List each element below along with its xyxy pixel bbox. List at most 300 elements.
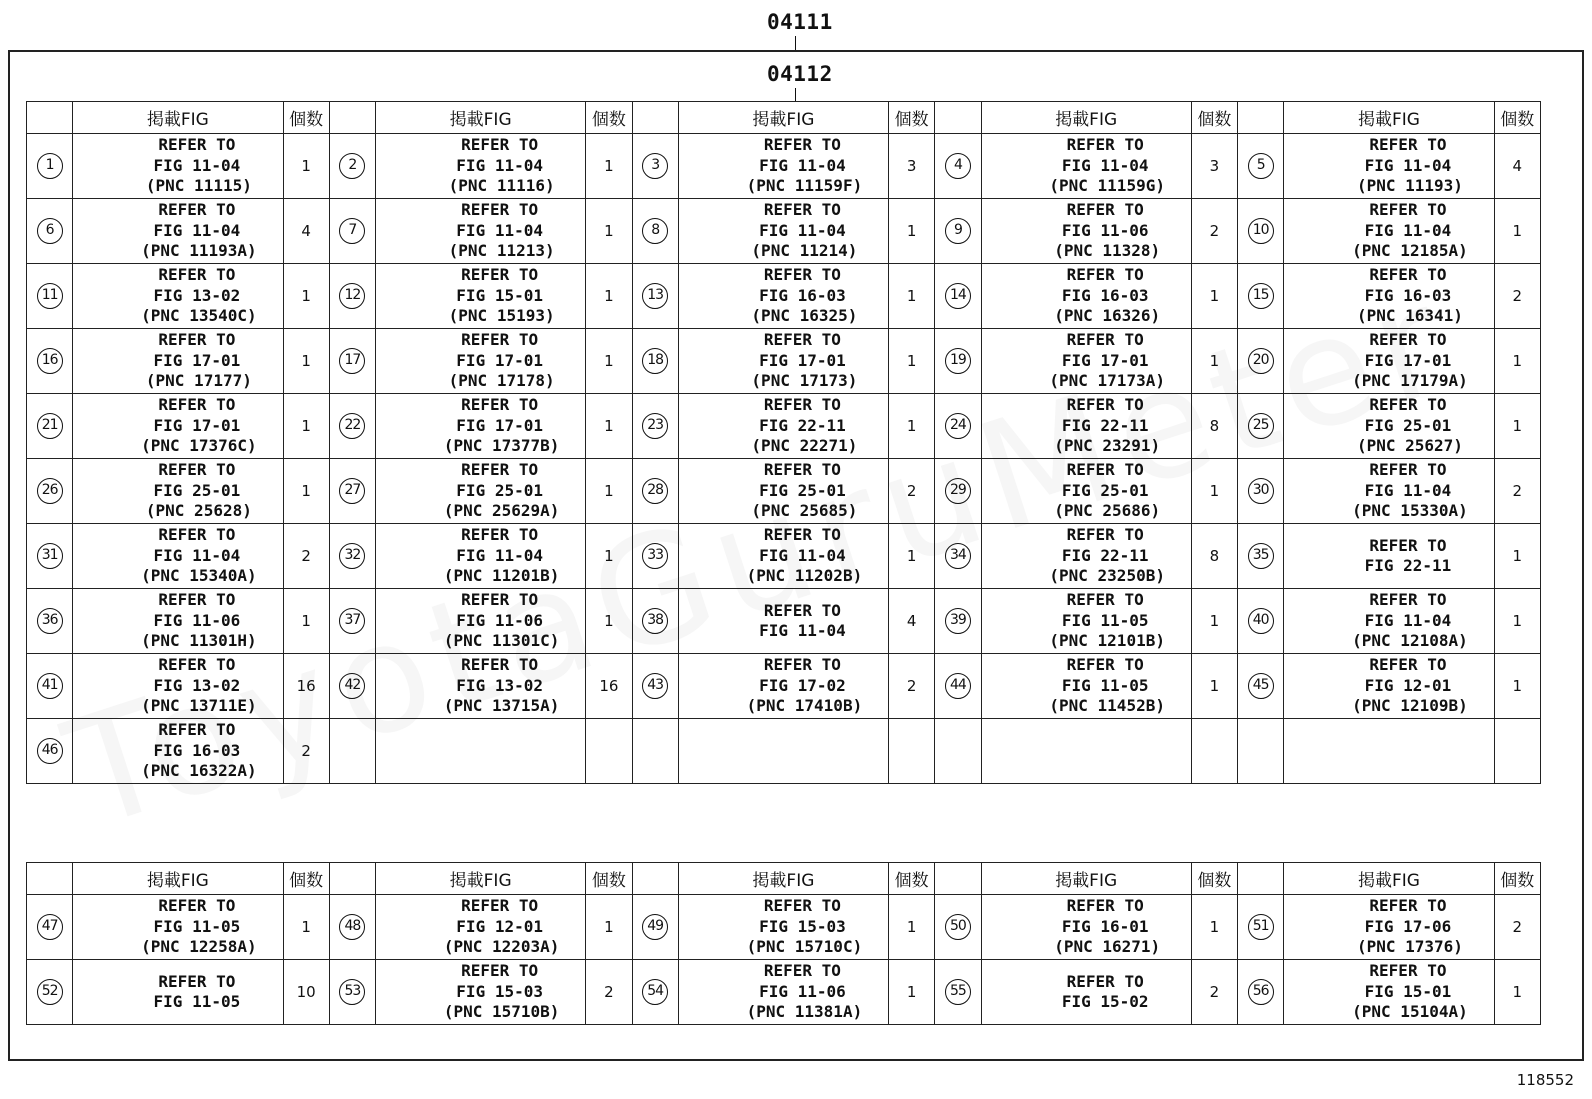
fig-ref-text: FIG 11-04: [759, 545, 846, 565]
qty-cell: 1: [1191, 654, 1237, 719]
header-row: [27, 102, 1541, 134]
ref-cell: [376, 329, 586, 394]
qty-cell: [586, 719, 632, 784]
refer-to-text: REFER TO: [158, 330, 236, 350]
fig-ref-text: FIG 11-04: [759, 621, 846, 640]
refer-to-text: REFER TO: [158, 200, 236, 220]
circled-ref-number: 16: [37, 348, 63, 374]
ref-cell: [73, 459, 283, 524]
ref-number-cell: [1238, 199, 1284, 264]
ref-number-cell: [1238, 264, 1284, 329]
refer-to-text: REFER TO: [461, 395, 539, 415]
ref-number-cell: [27, 329, 73, 394]
qty-cell: 1: [1191, 459, 1237, 524]
qty-cell: 1: [586, 394, 632, 459]
circled-ref-number: 40: [1248, 608, 1274, 634]
pnc-text: (PNC 15710B): [443, 1002, 560, 1022]
ref-cell: [1284, 459, 1494, 524]
fig-ref-text: FIG 11-06: [759, 981, 846, 1001]
circled-ref-number: 23: [642, 413, 668, 439]
header-qty: 個数: [283, 863, 329, 895]
qty-cell: [1191, 719, 1237, 784]
table-row: [27, 134, 1541, 199]
fig-ref-text: FIG 11-04: [759, 155, 846, 175]
fig-ref-text: FIG 16-03: [1061, 285, 1149, 305]
ref-cell: [981, 654, 1191, 719]
ref-cell: [376, 199, 586, 264]
ref-cell: [73, 134, 283, 199]
qty-cell: 1: [586, 329, 632, 394]
assembly-label-04111: 04111: [767, 10, 833, 34]
ref-number-cell: [935, 960, 981, 1025]
ref-cell: [981, 459, 1191, 524]
fig-ref-text: FIG 16-01: [1061, 916, 1149, 936]
ref-cell: [1284, 264, 1494, 329]
fig-ref-text: FIG 15-01: [456, 285, 543, 305]
qty-cell: 1: [586, 199, 632, 264]
reference-table-1: [26, 101, 1541, 784]
table-row: [27, 264, 1541, 329]
qty-cell: 1: [889, 329, 935, 394]
ref-cell: [376, 895, 586, 960]
table-row: [27, 459, 1541, 524]
refer-to-text: REFER TO: [763, 330, 841, 350]
pnc-text: (PNC 11201B): [443, 566, 560, 586]
ref-number-cell: [632, 134, 678, 199]
qty-cell: 1: [1494, 524, 1540, 589]
pnc-text: (PNC 11301C): [443, 631, 560, 651]
qty-cell: 3: [889, 134, 935, 199]
circled-ref-number: 33: [642, 543, 668, 569]
ref-number-cell: [632, 719, 678, 784]
ref-cell: [73, 524, 283, 589]
qty-cell: 1: [889, 960, 935, 1025]
ref-cell: [73, 394, 283, 459]
circled-ref-number: 24: [945, 413, 971, 439]
pnc-text: (PNC 15330A): [1352, 501, 1468, 521]
qty-cell: 1: [889, 394, 935, 459]
ref-number-cell: [329, 199, 375, 264]
circled-ref-number: 34: [945, 543, 971, 569]
header-num-cell: [329, 102, 375, 134]
ref-cell: [981, 895, 1191, 960]
qty-cell: 1: [889, 199, 935, 264]
header-num-cell: [27, 863, 73, 895]
header-qty: 個数: [889, 102, 935, 134]
fig-ref-text: FIG 15-01: [1364, 981, 1452, 1001]
pnc-text: (PNC 25685): [751, 501, 858, 521]
refer-to-text: REFER TO: [461, 655, 539, 675]
circled-ref-number: 10: [1248, 218, 1274, 244]
circled-ref-number: 13: [642, 283, 668, 309]
qty-cell: 1: [283, 134, 329, 199]
ref-cell: [981, 329, 1191, 394]
circled-ref-number: 36: [37, 608, 63, 634]
leader-line-top: [795, 36, 796, 50]
fig-ref-text: FIG 25-01: [153, 480, 241, 500]
qty-cell: 10: [283, 960, 329, 1025]
refer-to-text: REFER TO: [1066, 896, 1144, 916]
refer-to-text: REFER TO: [1369, 265, 1447, 285]
ref-cell: [376, 459, 586, 524]
header-fig: 掲載FIG: [1284, 863, 1494, 895]
ref-cell: [1284, 895, 1494, 960]
fig-ref-text: FIG 25-01: [759, 480, 846, 500]
circled-ref-number: 12: [339, 283, 365, 309]
refer-to-text: REFER TO: [1369, 200, 1447, 220]
circled-ref-number: 46: [37, 738, 63, 764]
ref-number-cell: [935, 654, 981, 719]
pnc-text: (PNC 11381A): [746, 1002, 863, 1022]
qty-cell: 1: [1494, 589, 1540, 654]
ref-number-cell: [329, 134, 375, 199]
pnc-text: (PNC 12109B): [1352, 696, 1468, 716]
header-num-cell: [935, 102, 981, 134]
ref-cell: [981, 589, 1191, 654]
header-num-cell: [632, 863, 678, 895]
refer-to-text: REFER TO: [461, 200, 539, 220]
fig-ref-text: FIG 13-02: [153, 285, 241, 305]
refer-to-text: REFER TO: [461, 265, 539, 285]
table-row: [27, 589, 1541, 654]
qty-cell: [1494, 719, 1540, 784]
fig-ref-text: FIG 12-01: [456, 916, 543, 936]
pnc-text: (PNC 23291): [1054, 436, 1161, 456]
circled-ref-number: 26: [37, 478, 63, 504]
refer-to-text: REFER TO: [763, 395, 841, 415]
ref-cell: [678, 895, 888, 960]
fig-ref-text: FIG 11-05: [1061, 610, 1149, 630]
ref-cell: [73, 719, 283, 784]
qty-cell: 1: [283, 895, 329, 960]
fig-ref-text: FIG 25-01: [456, 480, 543, 500]
pnc-text: (PNC 13540C): [141, 306, 257, 326]
ref-number-cell: [1238, 329, 1284, 394]
ref-cell: [376, 264, 586, 329]
refer-to-text: REFER TO: [1369, 460, 1447, 480]
ref-cell: [678, 199, 888, 264]
circled-ref-number: 48: [339, 914, 365, 940]
ref-cell: [376, 654, 586, 719]
circled-ref-number: 32: [339, 543, 365, 569]
refer-to-text: REFER TO: [158, 135, 236, 155]
qty-cell: 2: [889, 654, 935, 719]
ref-number-cell: [329, 719, 375, 784]
ref-cell: [73, 654, 283, 719]
header-fig: 掲載FIG: [678, 102, 888, 134]
pnc-text: (PNC 25686): [1054, 501, 1161, 521]
fig-ref-text: FIG 11-05: [153, 992, 241, 1011]
pnc-text: (PNC 15710C): [746, 937, 863, 957]
refer-to-text: REFER TO: [158, 971, 236, 991]
ref-number-cell: [27, 654, 73, 719]
ref-number-cell: [27, 199, 73, 264]
refer-to-text: REFER TO: [763, 265, 841, 285]
refer-to-text: REFER TO: [1066, 395, 1144, 415]
ref-cell: [678, 459, 888, 524]
qty-cell: 1: [283, 264, 329, 329]
header-qty: 個数: [889, 863, 935, 895]
refer-to-text: REFER TO: [1369, 395, 1447, 415]
pnc-text: (PNC 17177): [145, 371, 252, 391]
ref-cell: [1284, 719, 1494, 784]
refer-to-text: REFER TO: [763, 135, 841, 155]
ref-cell: [376, 719, 586, 784]
pnc-text: (PNC 17179A): [1352, 371, 1468, 391]
fig-ref-text: FIG 22-11: [759, 415, 846, 435]
pnc-text: (PNC 11452B): [1049, 696, 1165, 716]
refer-to-text: REFER TO: [461, 525, 539, 545]
refer-to-text: REFER TO: [763, 460, 841, 480]
qty-cell: 3: [1191, 134, 1237, 199]
table-row: [27, 719, 1541, 784]
ref-number-cell: [935, 394, 981, 459]
qty-cell: 1: [1494, 329, 1540, 394]
pnc-text: (PNC 11115): [145, 176, 252, 196]
ref-number-cell: [632, 524, 678, 589]
qty-cell: 2: [283, 524, 329, 589]
refer-to-text: REFER TO: [763, 961, 841, 981]
ref-number-cell: [1238, 134, 1284, 199]
ref-number-cell: [329, 394, 375, 459]
refer-to-text: REFER TO: [461, 460, 539, 480]
pnc-text: (PNC 17410B): [746, 696, 863, 716]
ref-cell: [678, 524, 888, 589]
circled-ref-number: 41: [37, 673, 63, 699]
fig-ref-text: FIG 15-03: [456, 981, 543, 1001]
circled-ref-number: 39: [945, 608, 971, 634]
table-row: [27, 960, 1541, 1025]
ref-cell: [73, 895, 283, 960]
ref-cell: [678, 960, 888, 1025]
qty-cell: 2: [1494, 459, 1540, 524]
ref-cell: [376, 394, 586, 459]
circled-ref-number: 45: [1248, 673, 1274, 699]
refer-to-text: REFER TO: [763, 525, 841, 545]
refer-to-text: REFER TO: [1066, 525, 1144, 545]
pnc-text: (PNC 17377B): [443, 436, 560, 456]
fig-ref-text: FIG 13-02: [456, 675, 543, 695]
circled-ref-number: 3: [642, 153, 668, 179]
pnc-text: (PNC 16341): [1356, 306, 1463, 326]
header-num-cell: [632, 102, 678, 134]
refer-to-text: REFER TO: [763, 655, 841, 675]
ref-cell: [1284, 960, 1494, 1025]
table-row: [27, 329, 1541, 394]
ref-cell: [73, 264, 283, 329]
ref-number-cell: [632, 895, 678, 960]
pnc-text: (PNC 25627): [1356, 436, 1463, 456]
refer-to-text: REFER TO: [1066, 590, 1144, 610]
circled-ref-number: 50: [945, 914, 971, 940]
refer-to-text: REFER TO: [158, 655, 236, 675]
circled-ref-number: 14: [945, 283, 971, 309]
header-qty: 個数: [1191, 102, 1237, 134]
assembly-label-04112: 04112: [767, 62, 833, 86]
fig-ref-text: FIG 11-04: [153, 220, 241, 240]
fig-ref-text: FIG 11-04: [1364, 155, 1452, 175]
fig-ref-text: FIG 17-01: [456, 415, 543, 435]
fig-ref-text: FIG 11-04: [759, 220, 846, 240]
ref-cell: [678, 394, 888, 459]
refer-to-text: REFER TO: [158, 395, 236, 415]
pnc-text: (PNC 22271): [751, 436, 858, 456]
qty-cell: 1: [586, 895, 632, 960]
fig-ref-text: FIG 11-04: [1364, 480, 1452, 500]
ref-cell: [981, 264, 1191, 329]
circled-ref-number: 15: [1248, 283, 1274, 309]
ref-number-cell: [632, 199, 678, 264]
refer-to-text: REFER TO: [1369, 961, 1447, 981]
circled-ref-number: 42: [339, 673, 365, 699]
fig-ref-text: FIG 17-01: [456, 350, 543, 370]
fig-ref-text: FIG 11-04: [456, 545, 543, 565]
ref-number-cell: [329, 329, 375, 394]
header-fig: 掲載FIG: [73, 102, 283, 134]
fig-ref-text: FIG 11-04: [153, 155, 241, 175]
qty-cell: 4: [283, 199, 329, 264]
ref-number-cell: [935, 589, 981, 654]
figure-number: 118552: [1516, 1071, 1574, 1089]
qty-cell: 1: [889, 895, 935, 960]
pnc-text: (PNC 16326): [1054, 306, 1161, 326]
refer-to-text: REFER TO: [1369, 135, 1447, 155]
ref-number-cell: [632, 960, 678, 1025]
ref-number-cell: [935, 329, 981, 394]
qty-cell: 2: [889, 459, 935, 524]
header-qty: 個数: [1191, 863, 1237, 895]
pnc-text: (PNC 12101B): [1049, 631, 1165, 651]
qty-cell: 16: [283, 654, 329, 719]
pnc-text: (PNC 13711E): [141, 696, 257, 716]
ref-number-cell: [329, 459, 375, 524]
circled-ref-number: 6: [37, 218, 63, 244]
fig-ref-text: FIG 11-06: [1061, 220, 1149, 240]
header-fig: 掲載FIG: [376, 102, 586, 134]
fig-ref-text: FIG 11-06: [456, 610, 543, 630]
refer-to-text: REFER TO: [158, 460, 236, 480]
circled-ref-number: 31: [37, 543, 63, 569]
qty-cell: 8: [1191, 394, 1237, 459]
fig-ref-text: FIG 17-01: [1364, 350, 1452, 370]
qty-cell: 1: [586, 459, 632, 524]
qty-cell: 1: [1494, 654, 1540, 719]
refer-to-text: REFER TO: [158, 720, 236, 740]
qty-cell: [889, 719, 935, 784]
ref-cell: [981, 524, 1191, 589]
fig-ref-text: FIG 17-01: [759, 350, 846, 370]
ref-cell: [1284, 524, 1494, 589]
qty-cell: 1: [1494, 199, 1540, 264]
ref-cell: [981, 199, 1191, 264]
qty-cell: 2: [1191, 199, 1237, 264]
qty-cell: 1: [283, 589, 329, 654]
fig-ref-text: FIG 11-04: [456, 155, 543, 175]
ref-cell: [1284, 199, 1494, 264]
pnc-text: (PNC 11159G): [1049, 176, 1165, 196]
fig-ref-text: FIG 25-01: [1364, 415, 1452, 435]
ref-number-cell: [935, 895, 981, 960]
table-row: [27, 394, 1541, 459]
table-row: [27, 199, 1541, 264]
fig-ref-text: FIG 13-02: [153, 675, 241, 695]
fig-ref-text: FIG 17-06: [1364, 916, 1452, 936]
circled-ref-number: 30: [1248, 478, 1274, 504]
reference-table-2: [26, 862, 1541, 1025]
pnc-text: (PNC 15340A): [141, 566, 257, 586]
ref-number-cell: [27, 719, 73, 784]
refer-to-text: REFER TO: [158, 590, 236, 610]
circled-ref-number: 38: [642, 608, 668, 634]
qty-cell: 2: [1494, 264, 1540, 329]
qty-cell: 8: [1191, 524, 1237, 589]
ref-number-cell: [329, 589, 375, 654]
qty-cell: 1: [889, 264, 935, 329]
circled-ref-number: 9: [945, 218, 971, 244]
refer-to-text: REFER TO: [1369, 590, 1447, 610]
ref-number-cell: [1238, 394, 1284, 459]
pnc-text: (PNC 17178): [448, 371, 555, 391]
circled-ref-number: 19: [945, 348, 971, 374]
table-row: [27, 524, 1541, 589]
refer-to-text: REFER TO: [158, 896, 236, 916]
ref-cell: [376, 960, 586, 1025]
circled-ref-number: 55: [945, 979, 971, 1005]
fig-ref-text: FIG 11-04: [1061, 155, 1149, 175]
ref-cell: [981, 719, 1191, 784]
pnc-text: (PNC 25628): [145, 501, 252, 521]
circled-ref-number: 43: [642, 673, 668, 699]
pnc-text: (PNC 11116): [448, 176, 555, 196]
qty-cell: 2: [1191, 960, 1237, 1025]
qty-cell: 1: [586, 134, 632, 199]
qty-cell: 1: [1191, 329, 1237, 394]
header-num-cell: [1238, 863, 1284, 895]
refer-to-text: REFER TO: [1369, 896, 1447, 916]
fig-ref-text: FIG 16-03: [1364, 285, 1452, 305]
header-qty: 個数: [586, 863, 632, 895]
circled-ref-number: 49: [642, 914, 668, 940]
circled-ref-number: 52: [37, 979, 63, 1005]
table-row: [27, 654, 1541, 719]
ref-number-cell: [935, 264, 981, 329]
header-fig: 掲載FIG: [73, 863, 283, 895]
circled-ref-number: 37: [339, 608, 365, 634]
table-row: [27, 895, 1541, 960]
pnc-text: (PNC 25629A): [443, 501, 560, 521]
ref-number-cell: [27, 895, 73, 960]
qty-cell: 1: [586, 264, 632, 329]
pnc-text: (PNC 16271): [1054, 937, 1161, 957]
ref-number-cell: [1238, 459, 1284, 524]
ref-number-cell: [329, 524, 375, 589]
header-qty: 個数: [1494, 863, 1540, 895]
ref-number-cell: [935, 134, 981, 199]
ref-number-cell: [27, 960, 73, 1025]
header-fig: 掲載FIG: [1284, 102, 1494, 134]
header-qty: 個数: [586, 102, 632, 134]
refer-to-text: REFER TO: [461, 896, 539, 916]
fig-ref-text: FIG 16-03: [759, 285, 846, 305]
header-row: [27, 863, 1541, 895]
header-fig: 掲載FIG: [981, 102, 1191, 134]
ref-number-cell: [935, 719, 981, 784]
ref-number-cell: [1238, 960, 1284, 1025]
ref-cell: [678, 719, 888, 784]
fig-ref-text: FIG 17-01: [153, 415, 241, 435]
refer-to-text: REFER TO: [1369, 655, 1447, 675]
fig-ref-text: FIG 22-11: [1364, 556, 1452, 575]
